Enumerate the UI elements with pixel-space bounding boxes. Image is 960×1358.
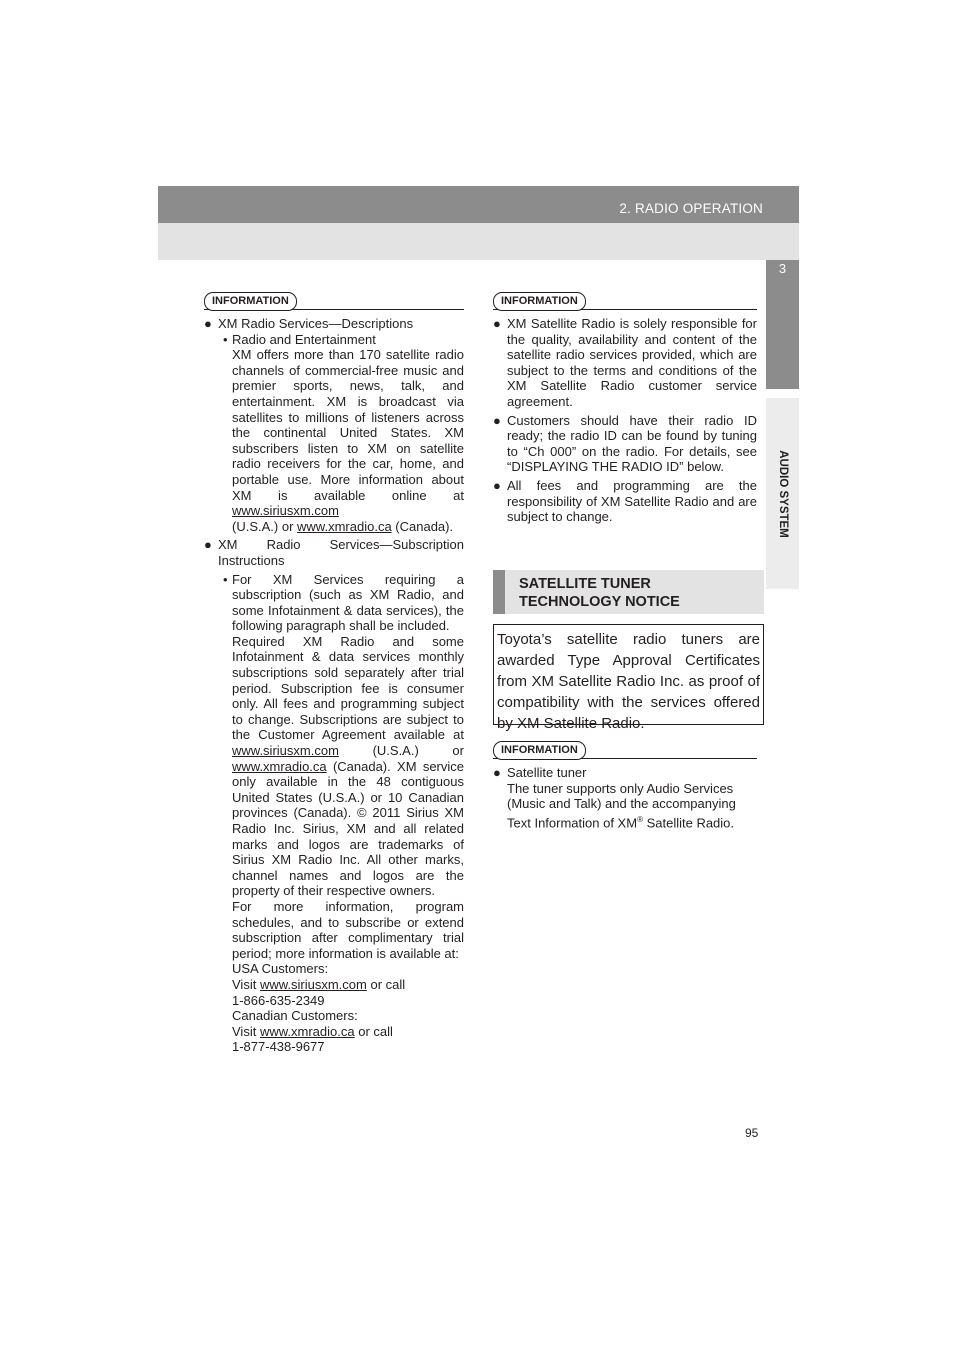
section-title: 2. RADIO OPERATION — [619, 201, 763, 216]
chapter-label: AUDIO SYSTEM — [776, 449, 789, 538]
notice-heading-text — [519, 575, 680, 611]
or-call-text: or call — [358, 1023, 393, 1039]
canada-visit — [232, 1024, 464, 1040]
visit-text: Visit — [232, 1023, 257, 1039]
visit-text: Visit — [232, 976, 257, 992]
bullet-icon: ● — [204, 537, 212, 553]
info-label: INFORMATION — [204, 292, 297, 311]
description-mid: (U.S.A.) or — [232, 518, 294, 534]
description-paragraph — [232, 347, 464, 534]
bullet-item — [204, 537, 464, 1055]
bullet-icon: ● — [493, 412, 501, 428]
sub-paragraph: For XM Services requiring a subscription (such as XM Radio, and some Infotainment & data services), the following paragraph shall be included. — [232, 571, 464, 634]
bullet-text: All fees and programming are the responsibility of XM Satellite Radio and are subject to change. — [507, 477, 757, 525]
notice-text: Toyota’s satellite radio tuners are awarded Type Approval Certificates from XM Satellite Radio Inc. as proof of compatibility with the services offered by XM Satellite Radio. — [497, 631, 760, 732]
bullet-title: XM Radio Services—Subscription Instructions — [218, 537, 464, 568]
right-column-lower — [493, 741, 757, 832]
bullet-text: XM Satellite Radio is solely responsible for the quality, availability and content of the satellite radio services provided, which are subject to the terms and conditions of the XM Satellite Radio customer service agreement. — [507, 316, 757, 409]
more-info-paragraph: For more information, program schedules, and to subscribe or extend subscription after complimentary trial period; more information is available at: — [232, 898, 464, 961]
left-column — [204, 292, 464, 1056]
header-subbar — [158, 223, 799, 260]
sub-bullet-icon: • — [223, 331, 228, 347]
notice-heading-mark — [493, 570, 505, 614]
bullet-icon: ● — [204, 316, 212, 331]
or-call-text: or call — [370, 976, 406, 992]
bullet-title: Satellite tuner — [507, 765, 587, 780]
page-number: 95 — [745, 1126, 759, 1140]
registered-mark: ® — [637, 814, 643, 824]
info-label: INFORMATION — [493, 292, 586, 311]
subscription-text: Required XM Radio and some Infotainment & data services monthly subscriptions sold separately after trial period. Subscription fee is consumer only. All fees and programming subject to change. Subscriptions are subject to the Customer Agreement available at — [232, 633, 464, 743]
usa-visit — [232, 977, 464, 993]
right-column — [493, 292, 757, 526]
canada-label: Canadian Customers: — [232, 1008, 358, 1024]
bullet-icon: ● — [493, 316, 501, 331]
notice-heading-line: TECHNOLOGY NOTICE — [519, 594, 680, 610]
chapter-number: 3 — [778, 261, 787, 276]
bullet-item — [493, 765, 757, 831]
canada-phone: 1-877-438-9677 — [232, 1039, 325, 1055]
description-end: (Canada). — [395, 518, 454, 534]
usa-phone: 1-866-635-2349 — [232, 992, 325, 1008]
bullet-item — [493, 413, 757, 475]
bullet-item — [493, 478, 757, 525]
notice-heading — [493, 570, 764, 614]
info-label: INFORMATION — [493, 741, 586, 760]
siriusxm-link[interactable]: www.siriusxm.com — [232, 743, 339, 759]
bullet-icon: ● — [493, 477, 501, 493]
info-header — [493, 292, 757, 310]
sub-bullet-icon: • — [223, 571, 228, 587]
bullet-item — [204, 316, 464, 534]
bullet-text-main: The tuner supports only Audio Services (Music and Talk) and the accompanying Text Information of XM — [507, 780, 736, 831]
bullet-title: XM Radio Services—Descriptions — [218, 316, 414, 331]
siriusxm-link[interactable]: www.siriusxm.com — [232, 503, 339, 519]
bullet-text — [507, 781, 757, 831]
bullet-item — [493, 316, 757, 410]
description-text: XM offers more than 170 satellite radio channels of commercial-free music and premier sports, news, talk, and entertainment. XM is broadcast via satellites to millions of listeners across the continental United States. XM subscribers listen to XM on satellite radio receivers for the car, home, and portable use. More information about XM is available online at — [232, 347, 464, 503]
usa-label: USA Customers: — [232, 961, 329, 977]
header-bar — [158, 186, 799, 223]
info-header — [204, 292, 464, 310]
xmradio-link[interactable]: www.xmradio.ca — [297, 518, 392, 534]
bullet-icon: ● — [493, 765, 501, 780]
info-header — [493, 741, 757, 759]
chapter-tab — [766, 260, 799, 389]
xmradio-link[interactable]: www.xmradio.ca — [259, 1023, 355, 1039]
notice-box — [493, 624, 764, 732]
chapter-label-tab — [766, 398, 799, 589]
notice-heading-line: SATELLITE TUNER — [519, 576, 651, 592]
subscription-end: (Canada). XM service only available in the 48 contiguous United States (U.S.A.) or 10 Canadian provinces (Canada). © 2011 Sirius XM Radio Inc. Sirius, XM and all related marks and logos are trademarks of Sirius XM Radio Inc. All other marks, channel names and logos are the property of their respective owners. — [232, 758, 464, 899]
subscription-mid: (U.S.A.) or — [372, 743, 464, 759]
xmradio-link[interactable]: www.xmradio.ca — [232, 758, 327, 774]
subscription-paragraph — [232, 634, 464, 899]
sub-title: Radio and Entertainment — [232, 331, 376, 347]
bullet-text: Customers should have their radio ID ready; the radio ID can be found by tuning to “Ch 000” on the radio. For details, see “DISPLAYING THE RADIO ID” below. — [507, 412, 757, 475]
bullet-text-end: Satellite Radio. — [642, 815, 735, 831]
siriusxm-link[interactable]: www.siriusxm.com — [259, 976, 367, 992]
